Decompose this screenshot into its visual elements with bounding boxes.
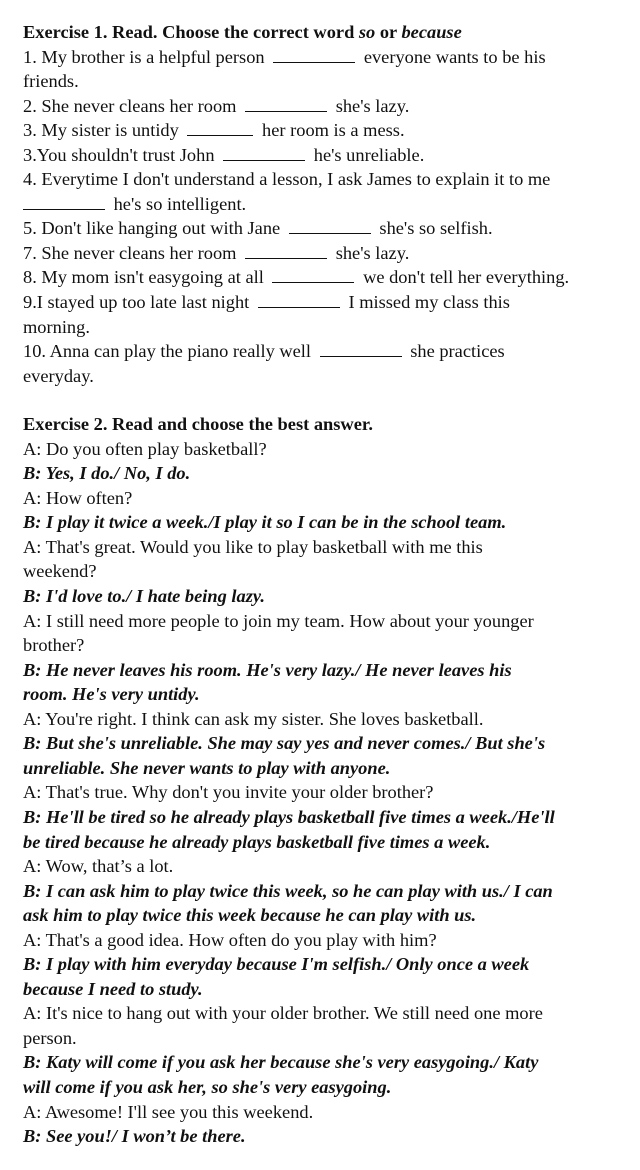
answer-blank[interactable] xyxy=(273,47,355,63)
dialog-line-b: B: He'll be tired so he already plays basketball five times a week./He'll xyxy=(23,806,555,827)
exercise1-item-10-cont: everyday. xyxy=(23,365,94,386)
dialog-line-a: person. xyxy=(23,1027,77,1048)
dialog-line-a: A: Awesome! I'll see you this weekend. xyxy=(23,1101,314,1122)
answer-blank[interactable] xyxy=(23,194,105,210)
item-text: he's unreliable. xyxy=(313,144,425,165)
item-text: 8. My mom isn't easygoing at all xyxy=(23,267,264,288)
item-text: 2. She never cleans her room xyxy=(23,95,237,116)
dialog-line-b: B: I can ask him to play twice this week, so he can play with us./ I can xyxy=(23,880,553,901)
dialog-line-b: unreliable. She never wants to play with anyone. xyxy=(23,757,391,778)
answer-blank[interactable] xyxy=(245,243,327,259)
item-text: I missed my class this xyxy=(348,292,510,313)
answer-blank[interactable] xyxy=(289,218,371,234)
exercise1-title-text: Exercise 1. Read. Choose the correct word xyxy=(23,22,359,42)
exercise1-item-1 xyxy=(23,45,630,70)
exercise1-item-9 xyxy=(23,290,630,315)
answer-blank[interactable] xyxy=(258,292,340,308)
dialog-line-a: A: That's true. Why don't you invite your older brother? xyxy=(23,782,434,803)
exercise1-title xyxy=(23,20,630,45)
answer-blank[interactable] xyxy=(320,341,402,357)
exercise1-item-10 xyxy=(23,339,630,364)
exercise1-item-4: 4. Everytime I don't understand a lesson, I ask James to explain it to me xyxy=(23,169,551,190)
dialog-line-a: A: That's great. Would you like to play basketball with me this xyxy=(23,536,483,557)
dialog-line-b: because I need to study. xyxy=(23,978,203,999)
dialog-line-a: A: You're right. I think can ask my sister. She loves basketball. xyxy=(23,708,484,729)
answer-blank[interactable] xyxy=(272,267,354,283)
section-gap xyxy=(23,388,630,412)
dialog-line-b: ask him to play twice this week because he can play with us. xyxy=(23,905,477,926)
dialog-line-a: brother? xyxy=(23,635,85,656)
exercise2-title: Exercise 2. Read and choose the best answer. xyxy=(23,414,373,435)
item-text: 9.I stayed up too late last night xyxy=(23,292,250,313)
item-text: 1. My brother is a helpful person xyxy=(23,46,265,67)
exercise1-title-or: or xyxy=(375,22,402,42)
item-text: 3.You shouldn't trust John xyxy=(23,144,215,165)
exercise1-title-so: so xyxy=(358,22,376,42)
item-text: 5. Don't like hanging out with Jane xyxy=(23,218,281,239)
dialog-line-b: be tired because he already plays basketball five times a week. xyxy=(23,831,491,852)
dialog-line-b: B: I play with him everyday because I'm selfish./ Only once a week xyxy=(23,954,530,975)
dialog-line-b: B: Yes, I do./ No, I do. xyxy=(23,463,191,484)
item-text: her room is a mess. xyxy=(262,120,405,141)
dialog-line-a: A: Do you often play basketball? xyxy=(23,438,267,459)
exercise1-title-because: because xyxy=(401,22,462,42)
dialog-line-a: A: How often? xyxy=(23,487,133,508)
item-text: she's lazy. xyxy=(335,95,410,116)
dialog-line-b: B: I play it twice a week./I play it so I can be in the school team. xyxy=(23,512,507,533)
dialog-line-b: B: Katy will come if you ask her because she's very easygoing./ Katy xyxy=(23,1052,539,1073)
item-text: 7. She never cleans her room xyxy=(23,242,237,263)
exercise1-item-8 xyxy=(23,265,630,290)
exercise1-item-1-cont: friends. xyxy=(23,71,79,92)
exercise1-item-3b xyxy=(23,143,630,168)
item-text: we don't tell her everything. xyxy=(363,267,570,288)
dialog-line-a: A: It's nice to hang out with your older brother. We still need one more xyxy=(23,1003,543,1024)
dialog-line-a: A: Wow, that’s a lot. xyxy=(23,856,174,877)
dialog-line-b: B: But she's unreliable. She may say yes and never comes./ But she's xyxy=(23,733,546,754)
item-text: she's lazy. xyxy=(335,242,410,263)
exercise1-item-2 xyxy=(23,94,630,119)
item-text: 10. Anna can play the piano really well xyxy=(23,341,312,362)
exercise1-item-9-cont: morning. xyxy=(23,316,90,337)
item-text: she practices xyxy=(410,341,505,362)
answer-blank[interactable] xyxy=(187,120,253,136)
exercise2-dialog xyxy=(23,437,630,1149)
exercise1-item-7 xyxy=(23,241,630,266)
exercise1-item-4-cont xyxy=(23,192,630,217)
dialog-line-b: B: See you!/ I won’t be there. xyxy=(23,1126,246,1147)
dialog-line-a: A: I still need more people to join my team. How about your younger xyxy=(23,610,534,631)
item-text: 3. My sister is untidy xyxy=(23,120,179,141)
dialog-line-b: B: I'd love to./ I hate being lazy. xyxy=(23,586,265,607)
exercise1-item-5 xyxy=(23,216,630,241)
dialog-line-b: will come if you ask her, so she's very easygoing. xyxy=(23,1076,392,1097)
dialog-line-a: A: That's a good idea. How often do you play with him? xyxy=(23,929,437,950)
item-text: she's so selfish. xyxy=(379,218,493,239)
answer-blank[interactable] xyxy=(223,145,305,161)
dialog-line-a: weekend? xyxy=(23,561,97,582)
answer-blank[interactable] xyxy=(245,96,327,112)
dialog-line-b: room. He's very untidy. xyxy=(23,684,200,705)
exercise1-item-3 xyxy=(23,118,630,143)
item-text: he's so intelligent. xyxy=(113,193,247,214)
item-text: everyone wants to be his xyxy=(363,46,546,67)
dialog-line-b: B: He never leaves his room. He's very lazy./ He never leaves his xyxy=(23,659,512,680)
